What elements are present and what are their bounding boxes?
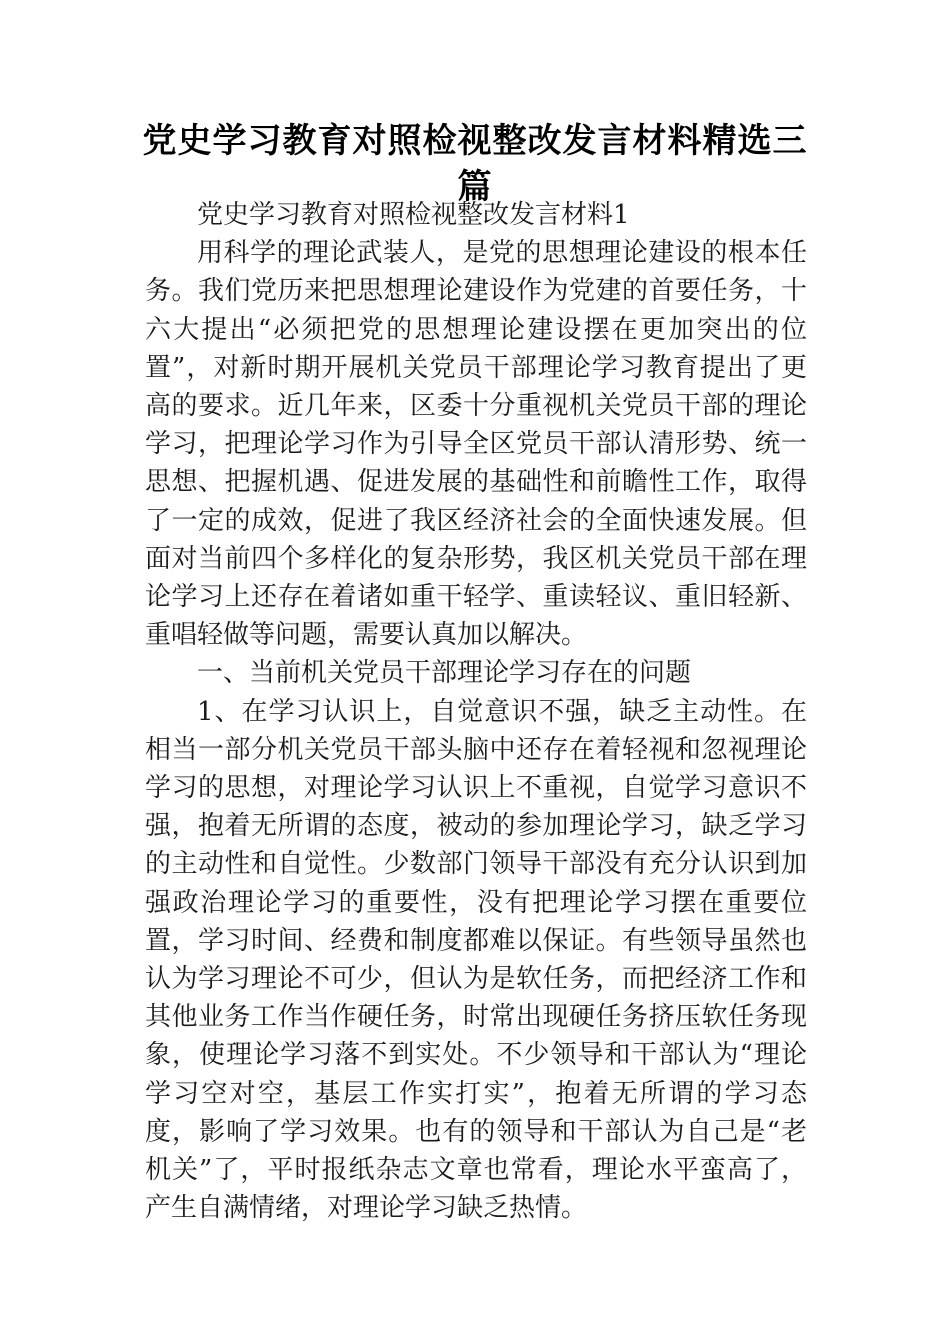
document-title: 党史学习教育对照检视整改发言材料精选三篇 [142, 121, 808, 207]
section-heading-problems: 一、当前机关党员干部理论学习存在的问题 [197, 658, 692, 689]
paragraph-intro: 用科学的理论武装人，是党的思想理论建设的根本任务。我们党历来把思想理论建设作为党建的首要任务，十六大提出“必须把党的思想理论建设摆在更加突出的位置”，对新时期开展机关党员干部理论学习教育提出了更高的要求。近几年来，区委十分重视机关党员干部的理论学习，把理论学习作为引导全区党员干部认清形势、统一思想、把握机遇、促进发展的基础性和前瞻性工作，取得了一定的成效，促进了我区经济社会的全面快速发展。但面对当前四个多样化的复杂形势，我区机关党员干部在理论学习上还存在着诸如重干轻学、重读轻议、重旧轻新、重唱轻做等问题，需要认真加以解决。 [145, 238, 807, 651]
section-heading-material-1: 党史学习教育对照检视整改发言材料1 [197, 200, 630, 230]
paragraph-problem-1: 1、在学习认识上，自觉意识不强，缺乏主动性。在相当一部分机关党员干部头脑中还存在着轻视和忽视理论学习的思想，对理论学习认识上不重视，自觉学习意识不强，抱着无所谓的态度，被动的参加理论学习，缺乏学习的主动性和自觉性。少数部门领导干部没有充分认识到加强政治理论学习的重要性，没有把理论学习摆在重要位置，学习时间、经费和制度都难以保证。有些领导虽然也认为学习理论不可少，但认为是软任务，而把经济工作和其他业务工作当作硬任务，时常出现硬任务挤压软任务现象，使理论学习落不到实处。不少领导和干部认为“理论学习空对空，基层工作实打实”，抱着无所谓的学习态度，影响了学习效果。也有的领导和干部认为自己是“老机关”了，平时报纸杂志文章也常看，理论水平蛮高了，产生自满情绪，对理论学习缺乏热情。 [145, 696, 807, 1224]
document-body [145, 196, 807, 1227]
